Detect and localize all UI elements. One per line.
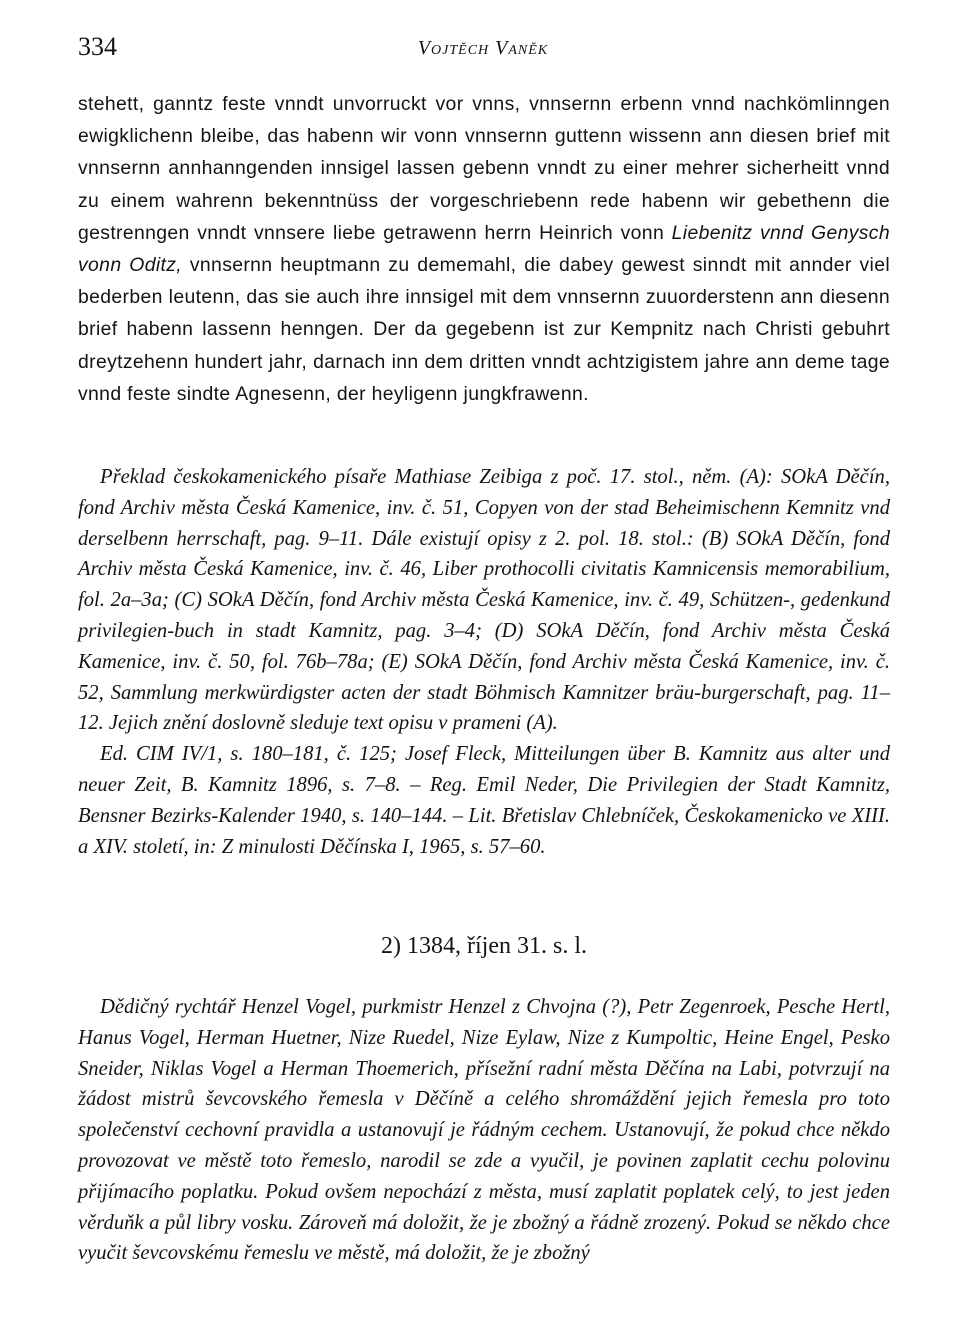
regest-text: Dědičný rychtář Henzel Vogel, purkmistr Henzel z Chvojna (?), Petr Zegenroek, Pesche Hertl, Hanus Vogel, Herman Huetner, Nize Ruedel, Nize Eylaw, Nize z Kumpoltic, Heine Engel, Pesko Sneider, Niklas Vogel a Herman Thoemerich, přísežní radní města Děčína na Labi, potvrzují na žádost mistrů ševcovského řemesla v Děčíně a celého shromáždění jejich řemesla pro toto společenství cechovní pravidla a ustanovují je řádným cechem. Ustanovují, že pokud chce někdo provozovat ve městě toto řemeslo, narodil se zde a vyučil, je povinen zaplatit cechu polovinu přijímacího poplatku. Pokud ovšem nepochází z města, musí zaplatit poplatek celý, to jest jeden věrduňk a půl libry vosku. Zároveň má doložit, že je zbožný a řádně zrozený. Pokud se někdo chce vyučit ševcovskému řemeslu ve městě, má doložit, že je zbožný [78, 996, 890, 1265]
editions-note: Ed. CIM IV/1, s. 180–181, č. 125; Josef Fleck, Mitteilungen über B. Kamnitz aus alter und neuer Zeit, B. Kamnitz 1896, s. 7–8. – Reg. Emil Neder, Die Privilegien der Stadt Kamnitz, Bensner Bezirks-Kalender 1940, s. 140–144. – Lit. Břetislav Chlebníček, Českokamenicko ve XIII. a XIV. století, in: Z minulosti Děčínska I, 1965, s. 57–60. [78, 743, 890, 858]
charter-italic-names: Liebenitz vnnd Genysch vonn Oditz, [78, 221, 890, 277]
editorial-notes [78, 462, 890, 862]
page-header [78, 30, 888, 66]
page-number: 334 [78, 32, 117, 61]
running-head-author: Vojtěch Vaněk [417, 37, 549, 59]
charter-text-part: stehett, ganntz feste vnndt unvorruckt vor vnns, vnnsernn erbenn vnnd nachkömlinngen ewigklichenn bleibe, das habenn wir vonn vnnsernn guttenn wissenn ann diesen brief mit vnnsernn annhanngenden innsigel lassen gebenn vnndt zu einer mehrer sicherheitt vnnd zu einem wahrenn bekenntnüss der vorgeschriebenn rede habenn wir gebethenn die gestrenngen vnndt vnnsere liebe getrawenn herrn Heinrich vonn [78, 93, 890, 244]
translation-note: Překlad českokamenického písaře Mathiase Zeibiga z poč. 17. stol., něm. (A): SOkA Děčín, fond Archiv města Česká Kamenice, inv. č. 51, Copyen von der stad Beheimischenn Kemnitz vnd derselbenn herrschaft, pag. 9–11. Dále existují opisy z 2. pol. 18. stol.: (B) SOkA Děčín, fond Archiv města Česká Kamenice, inv. č. 46, Liber prothocolli civitatis Kamnicensis memorabilium, fol. 2a–3a; (C) SOkA Děčín, fond Archiv města Česká Kamenice, inv. č. 49, Schützen-, gedenkund privilegien-buch in stadt Kamnitz, pag. 3–4; (D) SOkA Děčín, fond Archiv města Česká Kamenice, inv. č. 50, fol. 76b–78a; (E) SOkA Děčín, fond Archiv města Česká Kamenice, inv. č. 52, Sammlung merkwürdigster acten der stadt Böhmisch Kamnitzer bräu-burgerschaft, pag. 11–12. Jejich znění doslovně sleduje text opisu v prameni (A). [78, 466, 890, 735]
charter-text [78, 88, 890, 410]
charter-text-part: vnnsernn heuptmann zu dememahl, die dabey gewest sinndt mit annder viel bederben leutenn, das sie auch ihre innsigel mit dem vnnsernn zuuorderstenn ann diesenn brief habenn lassenn henngen. Der da gegebenn ist zur Kempnitz nach Christi gebuhrt dreytzehenn hundert jahr, darnach inn dem dritten vnndt achtzigistem jahre ann deme tage vnnd feste sindte Agnesenn, der heyligenn jungkfrawenn. [78, 254, 890, 405]
document-heading: 2) 1384, říjen 31. s. l. [381, 933, 587, 959]
